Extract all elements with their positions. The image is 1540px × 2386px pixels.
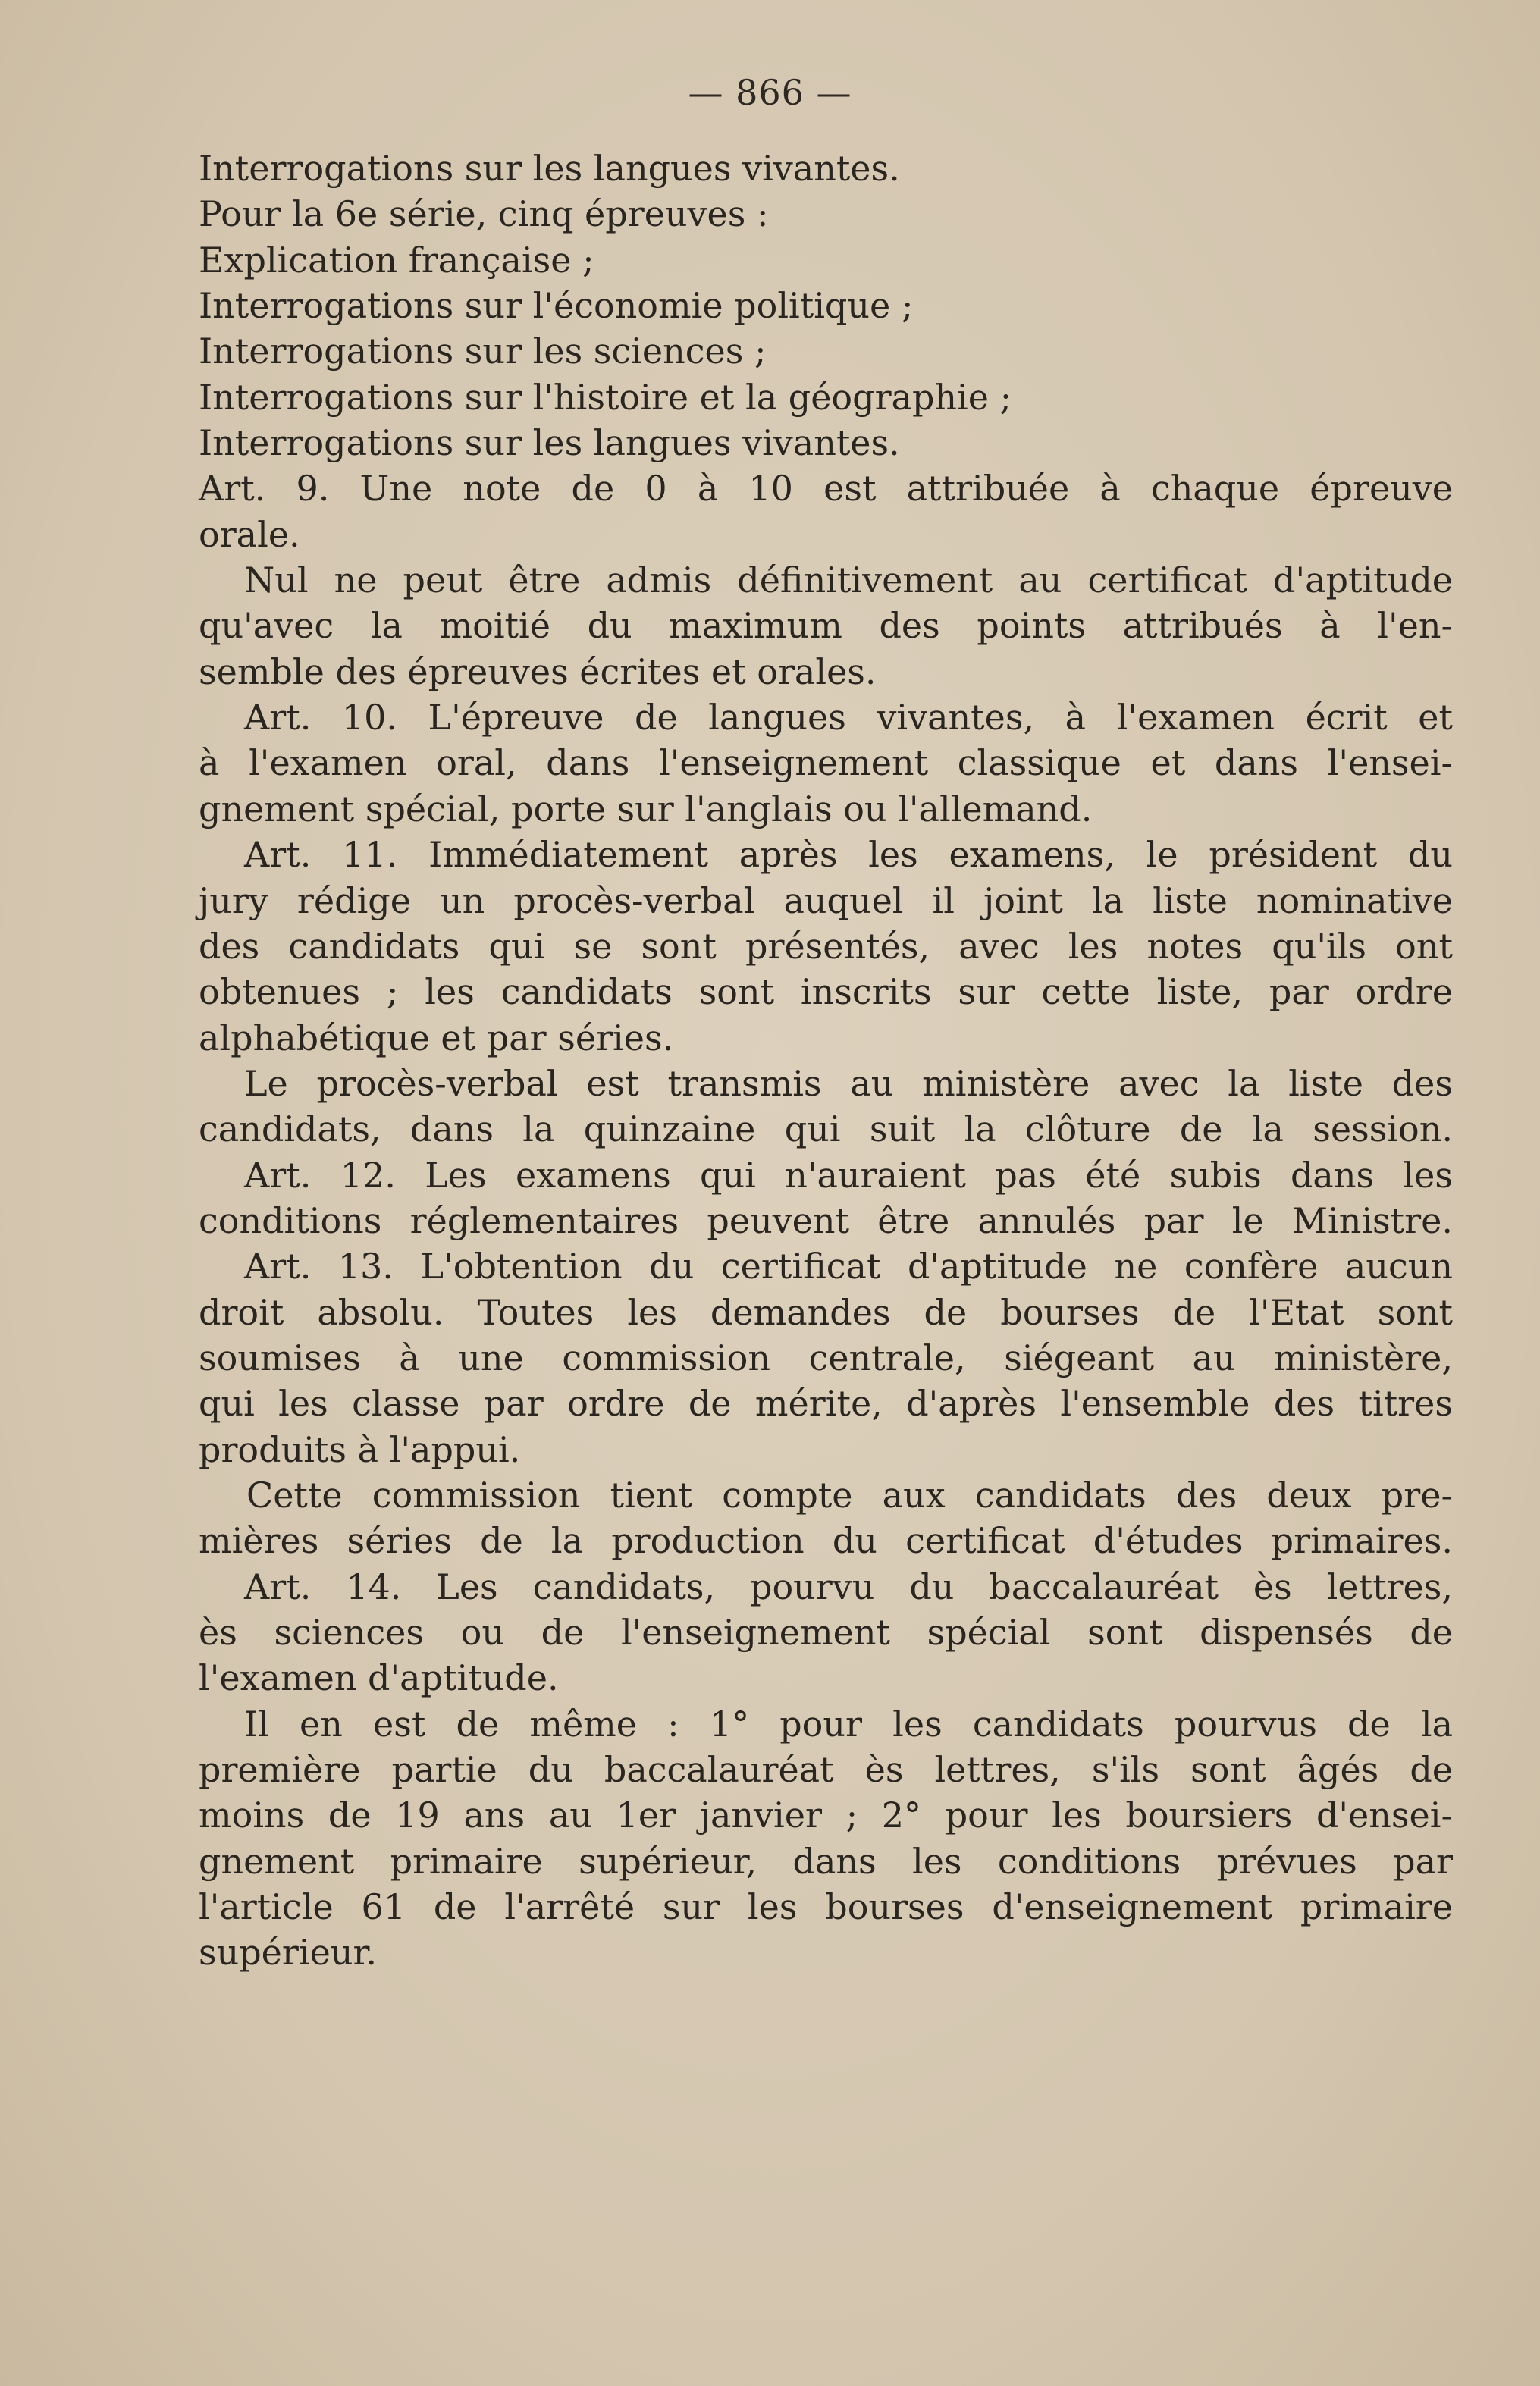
text-line: l'examen d'aptitude. <box>199 1657 559 1699</box>
text-line: Interrogations sur l'histoire et la géographie ; <box>199 376 1012 418</box>
text-line: qui les classe par ordre de mérite, d'après l'ensemble des titres <box>199 1383 1453 1425</box>
text-line: ès sciences ou de l'enseignement spécial sont dispensés de <box>199 1612 1453 1653</box>
text-line: Pour la 6e série, cinq épreuves : <box>199 193 769 235</box>
text-line: Nul ne peut être admis définitivement au certificat d'aptitude <box>244 560 1453 601</box>
text-line: orale. <box>199 513 300 555</box>
text-line: Art. 13. L'obtention du certificat d'aptitude ne confère aucun <box>244 1246 1453 1287</box>
text-line: Art. 11. Immédiatement après les examens, le président du <box>244 834 1453 876</box>
text-line: Art. 12. Les examens qui n'auraient pas été subis dans les <box>244 1154 1453 1196</box>
text-line: soumises à une commission centrale, siégeant au ministère, <box>199 1337 1453 1378</box>
text-line: Cette commission tient compte aux candidats des deux pre- <box>246 1474 1453 1516</box>
text-line: Interrogations sur l'économie politique ; <box>199 285 914 327</box>
text-line: gnement spécial, porte sur l'anglais ou l'allemand. <box>199 788 1093 829</box>
text-line: semble des épreuves écrites et orales. <box>199 651 877 692</box>
text-line: supérieur. <box>199 1932 378 1974</box>
text-line: Art. 9. Une note de 0 à 10 est attribuée à chaque épreuve <box>199 468 1453 509</box>
text-line: Explication française ; <box>199 239 594 281</box>
text-line: à l'examen oral, dans l'enseignement classique et dans l'ensei- <box>199 742 1453 784</box>
text-line: moins de 19 ans au 1er janvier ; 2° pour les boursiers d'ensei- <box>199 1795 1453 1836</box>
text-line: Interrogations sur les sciences ; <box>199 331 767 372</box>
text-line: produits à l'appui. <box>199 1428 521 1470</box>
body-text <box>199 146 1453 1976</box>
page-number: — 866 — <box>688 72 852 113</box>
text-line: candidats, dans la quinzaine qui suit la clôture de la session. <box>199 1108 1453 1150</box>
text-line: Art. 10. L'épreuve de langues vivantes, à l'examen écrit et <box>244 697 1453 738</box>
text-line: droit absolu. Toutes les demandes de bourses de l'Etat sont <box>199 1291 1453 1333</box>
text-line: conditions réglementaires peuvent être annulés par le Ministre. <box>199 1199 1453 1241</box>
text-line: obtenues ; les candidats sont inscrits sur cette liste, par ordre <box>199 971 1453 1013</box>
text-line: alphabétique et par séries. <box>199 1017 674 1058</box>
text-line: gnement primaire supérieur, dans les conditions prévues par <box>199 1840 1453 1882</box>
text-line: Interrogations sur les langues vivantes. <box>199 422 900 464</box>
text-line: qu'avec la moitié du maximum des points attribués à l'en- <box>199 605 1453 647</box>
text-line: Le procès-verbal est transmis au ministère avec la liste des <box>244 1062 1453 1104</box>
text-line: Art. 14. Les candidats, pourvu du baccalauréat ès lettres, <box>244 1566 1453 1607</box>
text-line: première partie du baccalauréat ès lettres, s'ils sont âgés de <box>199 1749 1453 1791</box>
text-line: Il en est de même : 1° pour les candidats pourvus de la <box>244 1703 1453 1745</box>
text-line: l'article 61 de l'arrêté sur les bourses d'enseignement primaire <box>199 1886 1453 1928</box>
text-line: mières séries de la production du certificat d'études primaires. <box>199 1520 1453 1562</box>
text-line: Interrogations sur les langues vivantes. <box>199 148 900 189</box>
text-line: jury rédige un procès-verbal auquel il joint la liste nominative <box>199 879 1453 921</box>
text-line: des candidats qui se sont présentés, avec les notes qu'ils ont <box>199 925 1453 967</box>
